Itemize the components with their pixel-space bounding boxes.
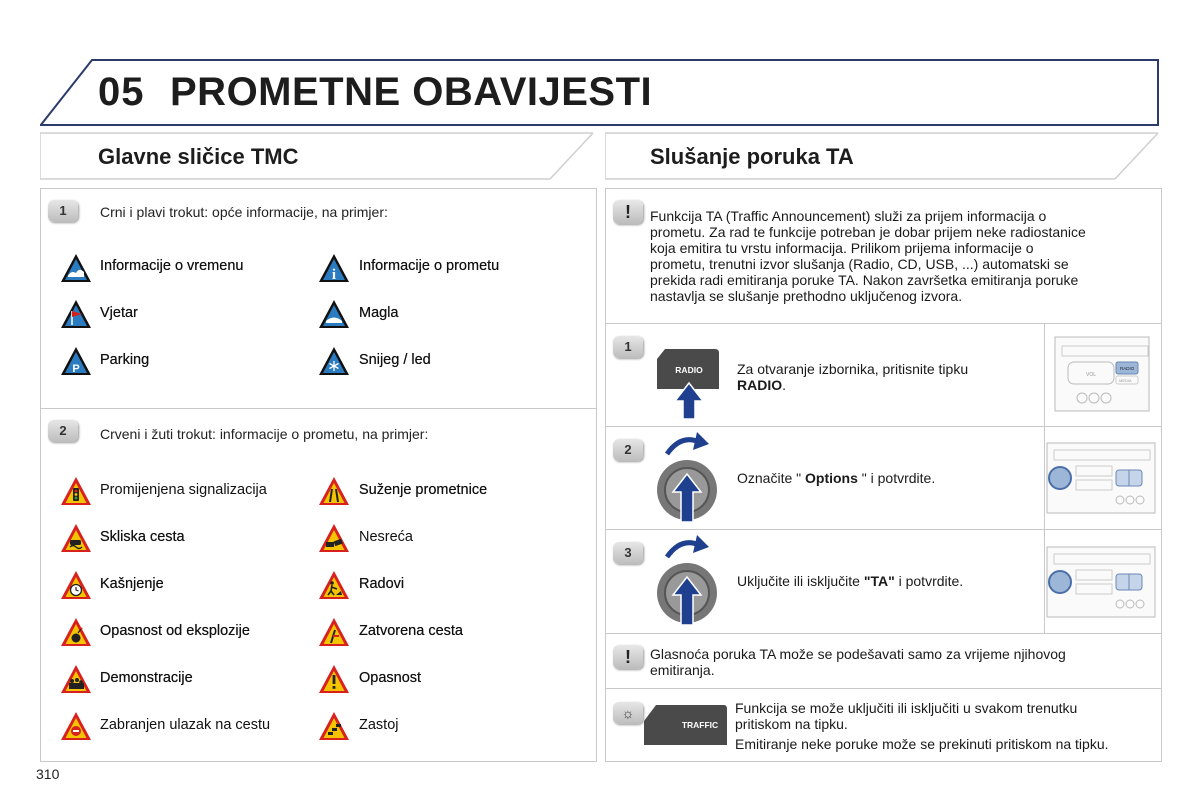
demonstration-sign-icon (60, 663, 92, 695)
sign-label-parking: Parking (100, 352, 150, 368)
ta-step-badge-2: 2 (613, 439, 643, 461)
sign-label-road-narrows: Suženje prometnice (359, 482, 488, 498)
left-section-title: Glavne sličice TMC (98, 144, 299, 169)
sign-label-traffic-jam: Zastoj (359, 717, 399, 733)
sign-label-road-closed: Zatvorena cesta (359, 623, 463, 639)
right-section-title: Slušanje poruka TA (650, 144, 854, 169)
svg-text:TRAFFIC: TRAFFIC (681, 720, 719, 730)
sign-label-delay: Kašnjenje (100, 576, 164, 592)
tip-lightbulb-icon: ☼ (613, 702, 643, 724)
divider-after-note (605, 323, 1161, 324)
sign-label-snow: Snijeg / led (359, 352, 431, 368)
warning-badge-icon-2: ! (613, 645, 643, 669)
section2-intro: Crveni i žuti trokut: informacije o prometu, na primjer: (100, 426, 429, 442)
weather-sign-icon (60, 252, 92, 284)
ta-description: Funkcija TA (Traffic Announcement) služi za prijem informacija o prometu. Za rad te funkcije potreban je dobar prijem neke radiostanice koja emitira tu vrstu informacija. Prilikom prijema informacije o prometu, trenutni izvor slušanja (Radio, CD, USB, ...) automatski se prekida radi emitiranja poruke TA. Nakon završetka emitiranja poruke nastavlja se slušanje prethodno uključenog izvora. (650, 208, 1086, 304)
radio-panel-illustration-1 (1054, 336, 1150, 412)
road-narrows-sign-icon (318, 475, 350, 507)
sign-label-slippery-road: Skliska cesta (100, 529, 185, 545)
parking-sign-icon (60, 345, 92, 377)
fog-sign-icon (318, 298, 350, 330)
slippery-road-sign-icon (60, 522, 92, 554)
divider-after-step2 (605, 529, 1161, 530)
sign-label-traffic-light: Promijenjena signalizacija (100, 482, 267, 498)
svg-text:RADIO: RADIO (1120, 366, 1135, 371)
ta-step-badge-1: 1 (613, 336, 643, 358)
delay-sign-icon (60, 569, 92, 601)
step3-text: Uključite ili isključite "TA" i potvrdite. (737, 573, 964, 589)
road-closed-sign-icon (318, 616, 350, 648)
traffic-light-sign-icon (60, 475, 92, 507)
panel-image-column-divider (1044, 323, 1045, 633)
radio-panel-illustration-3 (1046, 546, 1156, 618)
ta-volume-note: Glasnoća poruka TA može se podešavati samo za vrijeme njihovog emitiranja. (650, 646, 1066, 678)
explosion-sign-icon (60, 616, 92, 648)
sign-label-fog: Magla (359, 305, 399, 321)
svg-text:i: i (331, 267, 337, 283)
traffic-key-icon (642, 703, 728, 747)
info-sign-icon (318, 252, 350, 284)
roadworks-sign-icon (318, 569, 350, 601)
sign-label-no-entry: Zabranjen ulazak na cestu (100, 717, 271, 733)
step1-text: Za otvaranje izbornika, pritisnite tipku RADIO. (737, 361, 969, 393)
warning-badge-icon: ! (613, 200, 643, 224)
sign-label-accident: Nesreća (359, 529, 413, 545)
divider-after-note2 (605, 688, 1161, 689)
no-entry-sign-icon (60, 710, 92, 742)
svg-text:P: P (72, 363, 80, 375)
danger-sign-icon (318, 663, 350, 695)
sign-label-danger: Opasnost (359, 670, 422, 686)
rotary-knob-icon (655, 430, 721, 524)
divider-after-step1 (605, 426, 1161, 427)
sign-label-info: Informacije o prometu (359, 258, 500, 274)
radio-key-icon (655, 345, 721, 421)
svg-text:MEDIA: MEDIA (1119, 378, 1132, 383)
section1-intro: Crni i plavi trokut: opće informacije, na primjer: (100, 204, 388, 220)
chapter-number: 05 (98, 70, 145, 114)
sign-label-weather: Informacije o vremenu (100, 258, 244, 274)
sign-label-explosion: Opasnost od eksplozije (100, 623, 250, 639)
page-number: 310 (36, 766, 60, 782)
sign-label-demonstration: Demonstracije (100, 670, 193, 686)
ta-step-badge-3: 3 (613, 542, 643, 564)
snow-sign-icon (318, 345, 350, 377)
wind-sign-icon (60, 298, 92, 330)
chapter-title: PROMETNE OBAVIJESTI (170, 70, 653, 114)
rotary-knob-icon-2 (655, 533, 721, 627)
traffic-jam-sign-icon (318, 710, 350, 742)
svg-text:VOL: VOL (1086, 372, 1097, 378)
step-badge-1: 1 (48, 200, 78, 222)
sign-label-wind: Vjetar (100, 305, 138, 321)
divider-after-step3 (605, 633, 1161, 634)
accident-sign-icon (318, 522, 350, 554)
svg-text:RADIO: RADIO (675, 365, 703, 375)
step2-text: Označite " Options " i potvrdite. (737, 470, 936, 486)
traffic-tip-text: Funkcija se može uključiti ili isključiti u svakom trenutku pritiskom na tipku. Emitiranje neke poruke može se prekinuti pritiskom na tipku. (735, 700, 1109, 752)
step-badge-2: 2 (48, 420, 78, 442)
sign-label-roadworks: Radovi (359, 576, 405, 592)
left-panel-divider (40, 408, 596, 409)
radio-panel-illustration-2 (1046, 442, 1156, 514)
